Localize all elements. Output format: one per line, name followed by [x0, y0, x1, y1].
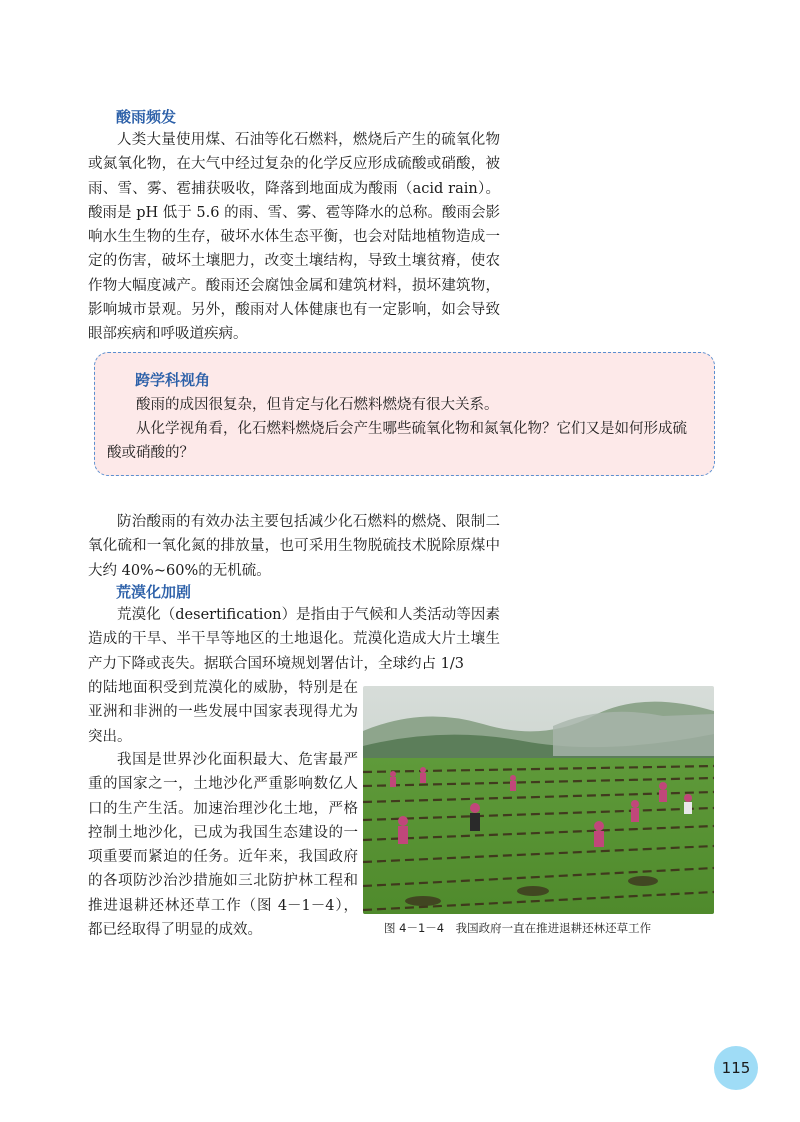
acid-rain-paragraph: 人类大量使用煤、石油等化石燃料，燃烧后产生的硫氧化物或氮氧化物，在大气中经过复杂的化学反应形成硫酸或硝酸，被雨、雪、雾、雹捕获吸收，降落到地面成为酸雨（acid rain）。酸雨是 pH 低于 5.6 的雨、雪、雾、雹等降水的总称。酸雨会影响水生生物的生存，破坏水体生态平衡，也会对陆地植物造成一定的伤害，破坏土壤肥力，改变土壤结构，导致土壤贫瘠，使农作物大幅度减产。酸雨还会腐蚀金属和建筑材料，损坏建筑物，影响城市景观。另外，酸雨对人体健康也有一定影响，如会导致眼部疾病和呼吸道疾病。 [88, 132, 500, 343]
box-heading: 跨学科视角 [135, 371, 211, 389]
prevention-paragraph: 防治酸雨的有效办法主要包括减少化石燃料的燃烧、限制二氧化硫和一氧化氮的排放量，也可采用生物脱硫技术脱除原煤中大约 40%~60%的无机硫。 [88, 514, 500, 579]
box-paragraph-2: 从化学视角看，化石燃料燃烧后会产生哪些硫氧化物和氮氧化物？它们又是如何形成硫酸或硝酸的？ [107, 421, 687, 461]
section-heading-acid-rain: 酸雨频发 [116, 108, 177, 126]
reforestation-photo [363, 686, 714, 914]
box-paragraph-1: 酸雨的成因很复杂，但肯定与化石燃料燃烧有很大关系。 [136, 397, 499, 413]
desertification-paragraph-1-cont: 的陆地面积受到荒漠化的威胁，特别是在亚洲和非洲的一些发展中国家表现得尤为突出。 [88, 680, 358, 745]
interdisciplinary-box [94, 352, 715, 476]
page-number: 115 [714, 1046, 758, 1090]
figure-caption: 图 4－1－4 我国政府一直在推进退耕还林还草工作 [384, 921, 652, 935]
desertification-paragraph-1: 荒漠化（desertification）是指由于气候和人类活动等因素造成的干旱、半干旱等地区的土地退化。荒漠化造成大片土壤生产力下降或丧失。据联合国环境规划署估计，全球约占 1/3 [88, 607, 500, 672]
section-heading-desertification: 荒漠化加剧 [116, 583, 192, 601]
desertification-paragraph-2: 我国是世界沙化面积最大、危害最严重的国家之一，土地沙化严重影响数亿人口的生产生活。加速治理沙化土地，严格控制土地沙化，已成为我国生态建设的一项重要而紧迫的任务。近年来，我国政府的各项防沙治沙措施如三北防护林工程和推进退耕还林还草工作（图 4－1－4），都已经取得了明显的成效。 [88, 752, 358, 939]
